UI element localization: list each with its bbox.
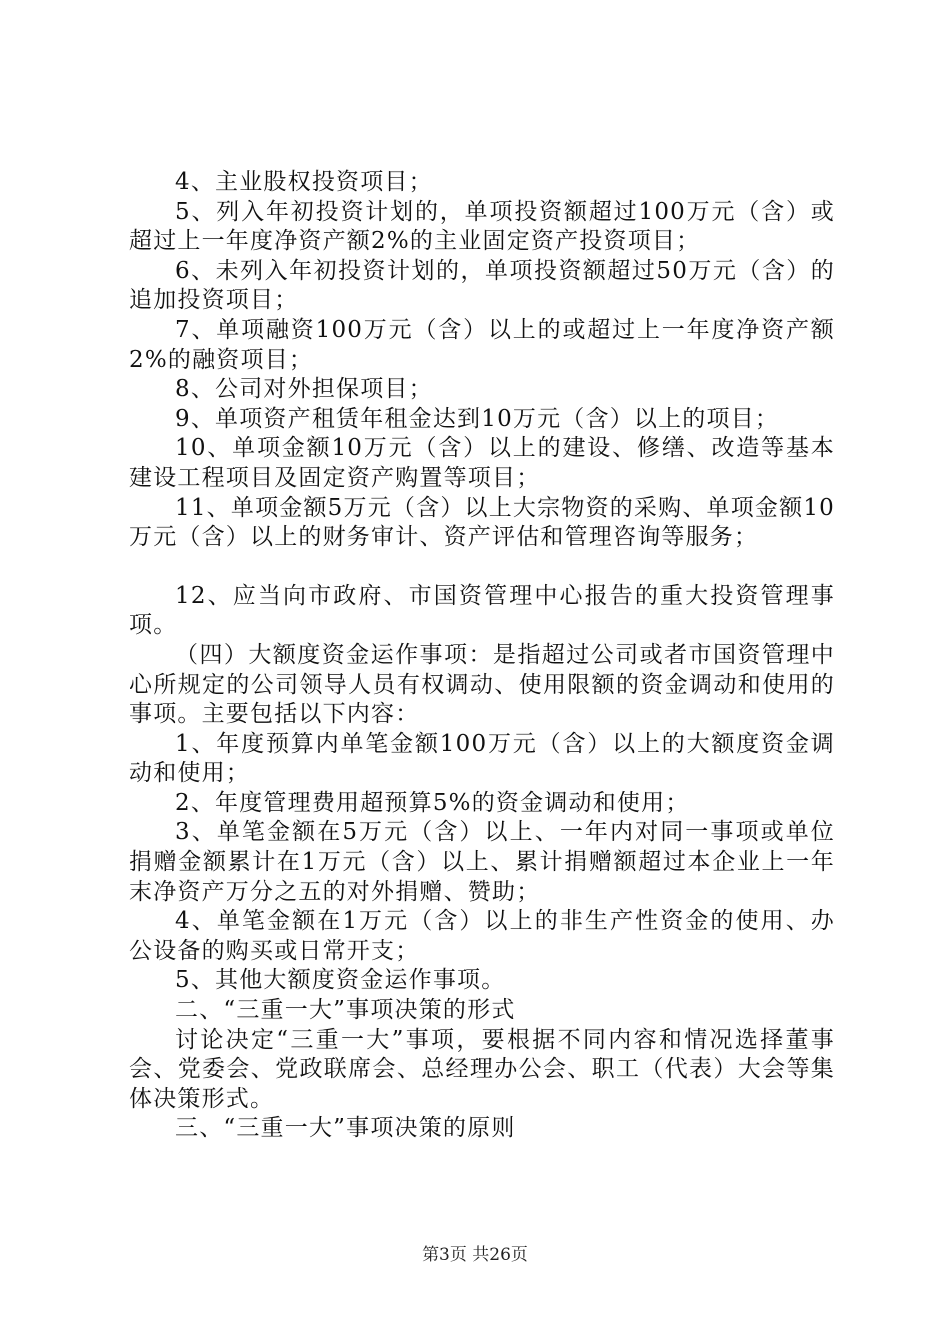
paragraph: 2、年度管理费用超预算5%的资金调动和使用； [175, 789, 690, 816]
paragraph: 9、单项资产租赁年租金达到10万元（含）以上的项目； [175, 405, 780, 432]
section-heading: 二、“三重一大”事项决策的形式 [175, 997, 516, 1024]
page-number-footer: 第3页 共26页 [422, 1245, 528, 1265]
body-text [129, 168, 835, 1144]
paragraph: 10、单项金额10万元（含）以上的建设、修缮、改造等基本建设工程项目及固定资产购置等项目； [129, 435, 835, 491]
paragraph: 8、公司对外担保项目； [175, 376, 433, 403]
paragraph: 7、单项融资100万元（含）以上的或超过上一年度净资产额2%的融资项目； [129, 316, 835, 373]
paragraph: 5、其他大额度资金运作事项。 [175, 967, 506, 994]
paragraph: 11、单项金额5万元（含）以上大宗物资的采购、单项金额10万元（含）以上的财务审计、资产评估和管理咨询等服务； [129, 494, 835, 551]
paragraph: 讨论决定“三重一大”事项，要根据不同内容和情况选择董事会、党委会、党政联席会、总经理办公会、职工（代表）大会等集体决策形式。 [129, 1026, 835, 1112]
paragraph: （四）大额度资金运作事项：是指超过公司或者市国资管理中心所规定的公司领导人员有权调动、使用限额的资金调动和使用的事项。主要包括以下内容： [129, 641, 835, 728]
paragraph: 12、应当向市政府、市国资管理中心报告的重大投资管理事项。 [129, 582, 835, 639]
paragraph: 4、主业股权投资项目； [175, 169, 433, 195]
section-heading: 三、“三重一大”事项决策的原则 [175, 1115, 516, 1142]
paragraph: 1、年度预算内单笔金额100万元（含）以上的大额度资金调动和使用； [129, 730, 835, 787]
paragraph: 5、列入年初投资计划的，单项投资额超过100万元（含）或超过上一年度净资产额2%的主业固定资产投资项目； [129, 198, 835, 255]
paragraph: 4、单笔金额在1万元（含）以上的非生产性资金的使用、办公设备的购买或日常开支； [129, 908, 835, 964]
paragraph: 6、未列入年初投资计划的，单项投资额超过50万元（含）的追加投资项目； [129, 257, 835, 314]
paragraph: 3、单笔金额在5万元（含）以上、一年内对同一事项或单位捐赠金额累计在1万元（含）以上、累计捐赠额超过本企业上一年末净资产万分之五的对外捐赠、赞助； [129, 819, 835, 905]
